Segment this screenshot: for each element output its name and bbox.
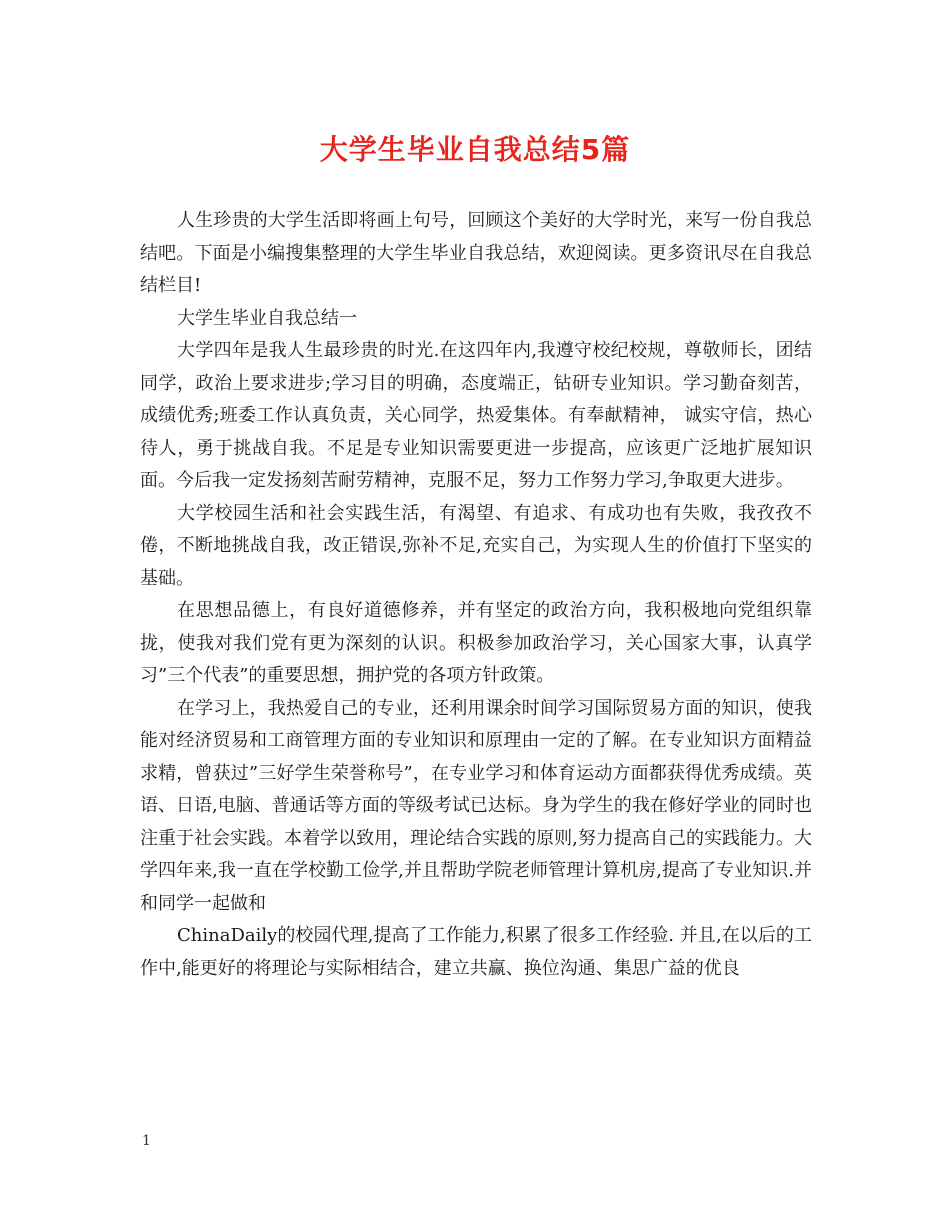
- page-number: 1: [142, 1133, 151, 1149]
- document-body: [140, 205, 812, 985]
- body-paragraph: ChinaDaily的校园代理,提高了工作能力,积累了很多工作经验. 并且,在以后的工作中,能更好的将理论与实际相结合，建立共赢、换位沟通、集思广益的优良: [140, 925, 812, 979]
- section-heading: 大学生毕业自我总结一: [177, 307, 357, 329]
- body-paragraph: 大学校园生活和社会实践生活，有渴望、有追求、有成功也有失败，我孜孜不倦，不断地挑战自我，改正错误,弥补不足,充实自己，为实现人生的价值打下坚实的基础。: [140, 502, 812, 589]
- body-paragraph: 在学习上，我热爱自己的专业，还利用课余时间学习国际贸易方面的知识，使我能对经济贸易和工商管理方面的专业知识和原理由一定的了解。在专业知识方面精益求精，曾获过”三好学生荣誉称号”，在专业学习和体育运动方面都获得优秀成绩。英语、日语,电脑、普通话等方面的等级考试已达标。身为学生的我在修好学业的同时也注重于社会实践。本着学以致用，理论结合实践的原则,努力提高自己的实践能力。大学四年来,我一直在学校勤工俭学,并且帮助学院老师管理计算机房,提高了专业知识.并和同学一起做和: [140, 697, 812, 914]
- body-paragraph: 在思想品德上，有良好道德修养，并有坚定的政治方向，我积极地向党组织靠拢，使我对我们党有更为深刻的认识。积极参加政治学习，关心国家大事，认真学习”三个代表”的重要思想，拥护党的各项方针政策。: [140, 600, 812, 686]
- body-paragraph: 大学四年是我人生最珍贵的时光.在这四年内,我遵守校纪校规，尊敬师长，团结同学，政治上要求进步;学习目的明确，态度端正，钻研专业知识。学习勤奋刻苦，成绩优秀;班委工作认真负责，关心同学，热爱集体。有奉献精神， 诚实守信，热心待人，勇于挑战自我。不足是专业知识需要更进一步提高，应该更广泛地扩展知识面。今后我一定发扬刻苦耐劳精神，克服不足，努力工作努力学习,争取更大进步。: [140, 340, 812, 491]
- intro-paragraph: 人生珍贵的大学生活即将画上句号，回顾这个美好的大学时光，来写一份自我总结吧。下面是小编搜集整理的大学生毕业自我总结，欢迎阅读。更多资讯尽在自我总结栏目!: [140, 210, 812, 296]
- document-title: 大学生毕业自我总结5篇: [319, 133, 631, 166]
